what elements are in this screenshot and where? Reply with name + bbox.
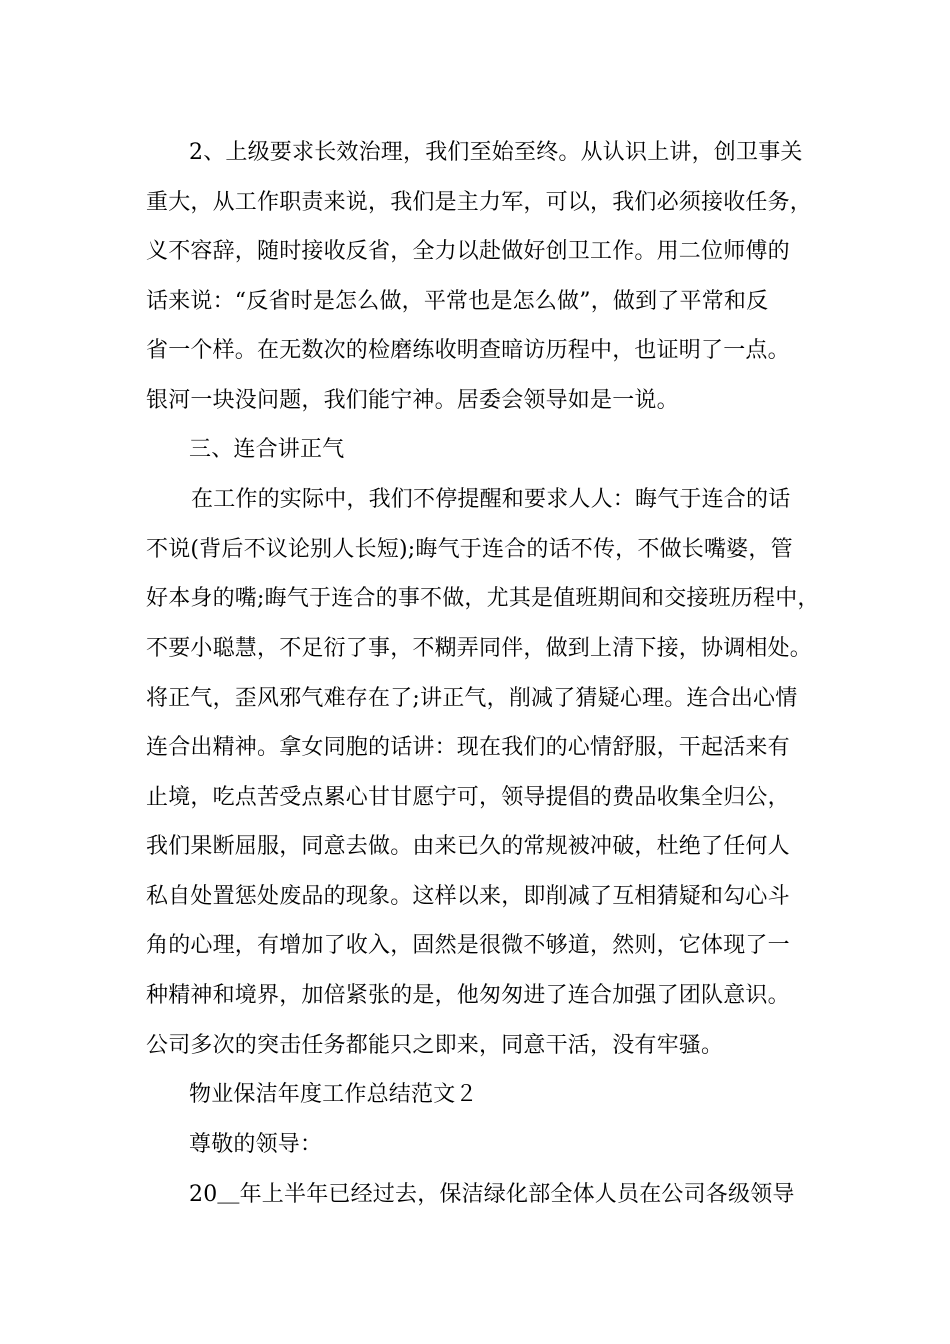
paragraph-line: 重大，从工作职责来说，我们是主力军，可以，我们必须接收任务， xyxy=(146,190,813,215)
paragraph-line: 20＿年上半年已经过去，保洁绿化部全体人员在公司各级领导 xyxy=(189,1182,795,1207)
section-heading: 三、连合讲正气 xyxy=(189,437,345,462)
paragraph-line: 好本身的嘴;晦气于连合的事不做，尤其是值班期间和交接班历程中， xyxy=(146,586,820,611)
paragraph-line: 私自处置惩处废品的现象。这样以来，即削减了互相猜疑和勾心斗 xyxy=(146,884,790,909)
salutation: 尊敬的领导： xyxy=(189,1132,323,1157)
paragraph-line: 义不容辞，随时接收反省，全力以赴做好创卫工作。用二位师傅的 xyxy=(146,239,790,264)
paragraph-line: 种精神和境界，加倍紧张的是，他匆匆进了连合加强了团队意识。 xyxy=(146,983,790,1008)
paragraph-line: 止境，吃点苦受点累心甘甘愿宁可，领导提倡的费品收集全归公， xyxy=(146,785,790,810)
paragraph-line: 将正气，歪风邪气难存在了;讲正气，削减了猜疑心理。连合出心情 xyxy=(146,686,798,711)
paragraph-line: 银河一块没问题，我们能宁神。居委会领导如是一说。 xyxy=(146,388,679,413)
paragraph-line: 2、上级要求长效治理，我们至始至终。从认识上讲，创卫事关 xyxy=(189,140,803,165)
paragraph-line: 连合出精神。拿女同胞的话讲：现在我们的心情舒服，干起活来有 xyxy=(146,735,790,760)
paragraph-line: 在工作的实际中，我们不停提醒和要求人人：晦气于连合的话 xyxy=(191,487,791,512)
paragraph-line: 角的心理，有增加了收入，固然是很微不够道，然则，它体现了一 xyxy=(146,933,790,958)
paragraph-line: 公司多次的突击任务都能只之即来，同意干活，没有牢骚。 xyxy=(146,1033,724,1058)
paragraph-line: 省一个样。在无数次的检磨练收明查暗访历程中，也证明了一点。 xyxy=(146,338,790,363)
document-title: 物业保洁年度工作总结范文２ xyxy=(189,1082,478,1107)
paragraph-line: 不说(背后不议论别人长短);晦气于连合的话不传，不做长嘴婆，管 xyxy=(146,537,793,562)
paragraph-line: 话来说：“反省时是怎么做，平常也是怎么做”，做到了平常和反 xyxy=(146,289,769,314)
paragraph-line: 我们果断屈服，同意去做。由来已久的常规被冲破，杜绝了任何人 xyxy=(146,834,790,859)
paragraph-line: 不要小聪慧，不足衍了事，不糊弄同伴，做到上清下接，协调相处。 xyxy=(146,636,813,661)
